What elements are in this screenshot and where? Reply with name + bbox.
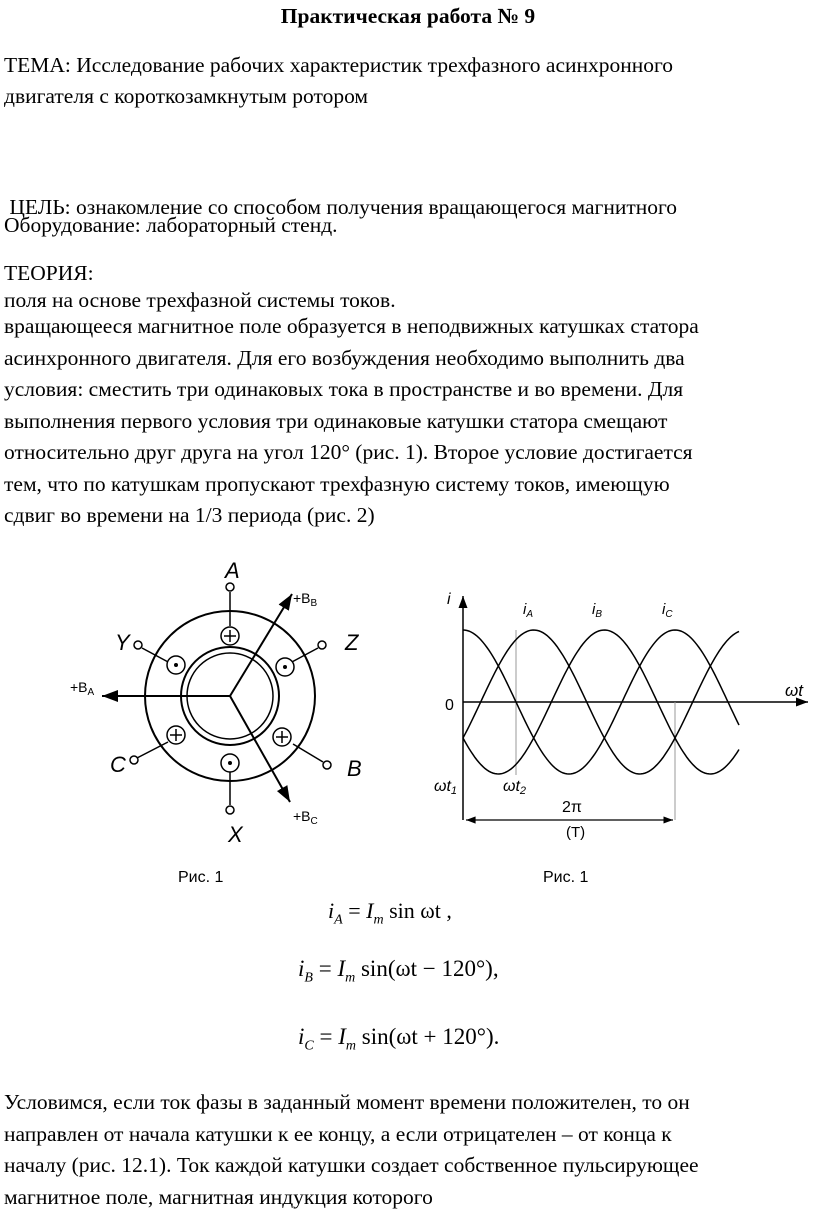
conclusion-line: направлен от начала катушки к ее концу, а если отрицателен – от конца к bbox=[4, 1121, 672, 1146]
formula-ia: $i_A = I_m$ sin ωt , bbox=[328, 898, 452, 928]
label-y: Y bbox=[115, 630, 130, 655]
label-period-t: (T) bbox=[566, 824, 586, 841]
vector-bb-arrow bbox=[230, 594, 292, 696]
label-z: Z bbox=[345, 630, 359, 655]
formula-ic: $i_C = I_m$ sin(ωt + 120°). bbox=[298, 1024, 500, 1054]
formula-ib: $i_B = I_m$ sin(ωt − 120°), bbox=[298, 956, 499, 986]
terminal-b bbox=[323, 761, 331, 769]
theory-paragraph bbox=[4, 311, 804, 532]
theory-line: тем, что по катушкам пропускают трехфазную систему токов, имеющую bbox=[4, 471, 670, 496]
label-b: B bbox=[347, 756, 362, 781]
label-two-pi: 2π bbox=[562, 799, 582, 816]
topic-paragraph bbox=[4, 50, 804, 112]
label-zero: 0 bbox=[445, 697, 454, 714]
theory-line: относительно друг друга на угол 120° (рис. 1). Второе условие достигается bbox=[4, 440, 693, 464]
page-title: Практическая работа № 9 bbox=[280, 4, 536, 28]
topic-line-2: двигателя с короткозамкнутым ротором bbox=[4, 84, 369, 108]
theory-line: асинхронного двигателя. Для его возбуждения необходимо выполнить два bbox=[4, 345, 685, 370]
terminal-a bbox=[226, 583, 234, 591]
terminal-y bbox=[134, 641, 142, 649]
theory-line: вращающееся магнитное поле образуется в неподвижных катушках статора bbox=[4, 314, 699, 338]
figure-1-caption: Рис. 1 bbox=[178, 869, 224, 886]
terminal-x bbox=[226, 806, 234, 814]
three-phase-current-graph bbox=[420, 580, 816, 841]
equipment-line: Оборудование: лабораторный стенд. bbox=[4, 213, 338, 237]
label-ib: $i_B$ bbox=[592, 601, 603, 620]
label-x: X bbox=[228, 822, 243, 847]
conclusion-line: началу (рис. 12.1). Ток каждой катушки создает собственное пульсирующее bbox=[4, 1153, 699, 1177]
goal-line-1: ЦЕЛЬ: ознакомление со способом получения вращающегося магнитного bbox=[4, 195, 678, 219]
label-a: A bbox=[225, 558, 240, 583]
label-wt2: ωt2 bbox=[503, 778, 527, 797]
terminal-c bbox=[130, 756, 138, 764]
label-ic: $i_C$ bbox=[662, 601, 673, 620]
label-wt1: ωt1 bbox=[434, 778, 458, 797]
label-ia: $i_A$ bbox=[523, 601, 534, 620]
conclusion-line: магнитное поле, магнитная индукция которого bbox=[4, 1184, 433, 1209]
label-wt: ωt bbox=[785, 681, 803, 700]
label-plus-bc: $+B_C$ bbox=[293, 808, 318, 827]
conclusion-line: Условимся, если ток фазы в заданный момент времени положителен, то он bbox=[4, 1090, 690, 1114]
terminal-z bbox=[318, 641, 326, 649]
label-plus-ba: $+B_A$ bbox=[70, 679, 95, 698]
stator-winding-diagram bbox=[0, 550, 400, 860]
conclusion-paragraph bbox=[4, 1087, 804, 1213]
goal-line-2: поля на основе трехфазной системы токов. bbox=[4, 288, 396, 312]
label-c: C bbox=[110, 752, 126, 777]
theory-line: условия: сместить три одинаковых тока в пространстве и во времени. Для bbox=[4, 377, 684, 401]
figure-2-caption: Рис. 1 bbox=[543, 869, 589, 886]
vector-bc-arrow bbox=[230, 696, 290, 802]
label-i: i bbox=[447, 591, 451, 608]
label-plus-bb: $+B_B$ bbox=[293, 590, 318, 609]
topic-line-1: ТЕМА: Исследование рабочих характеристик трехфазного асинхронного bbox=[4, 53, 674, 77]
theory-line: сдвиг во времени на 1/3 периода (рис. 2) bbox=[4, 503, 375, 527]
theory-heading: ТЕОРИЯ: bbox=[4, 261, 94, 285]
theory-line: выполнения первого условия три одинаковые катушки статора смещают bbox=[4, 408, 668, 433]
